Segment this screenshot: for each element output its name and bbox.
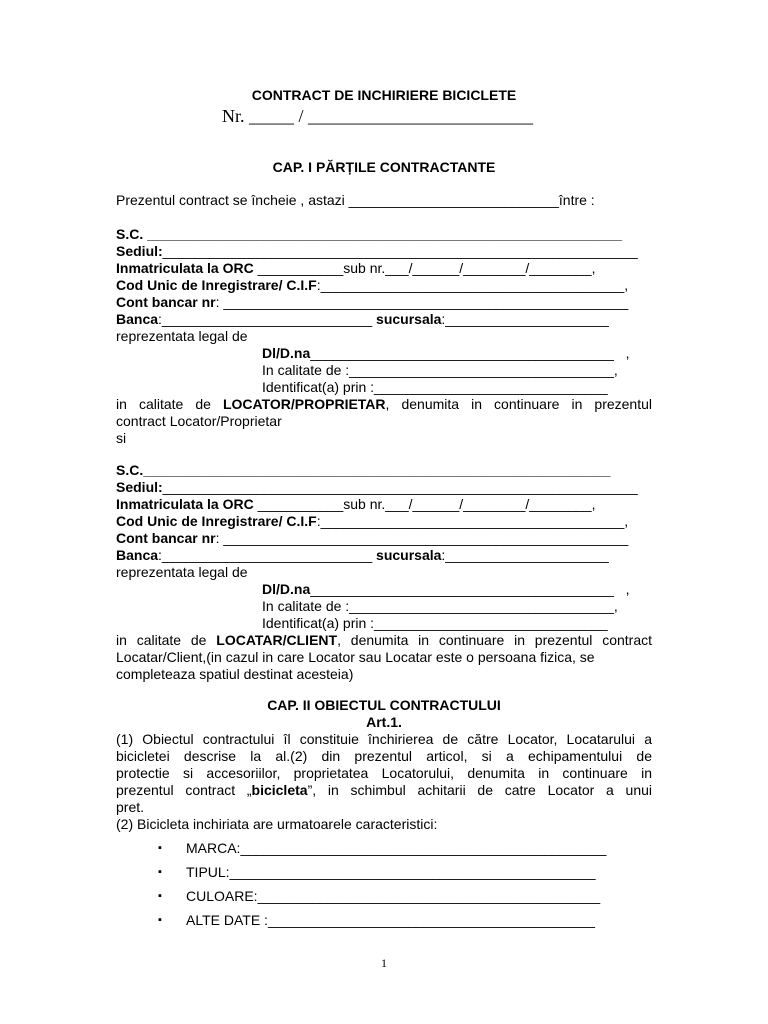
art1-p2: (2) Bicicleta inchiriata are urmatoarele caracteristici: xyxy=(116,816,438,832)
party1-role-pre: in calitate de xyxy=(116,396,223,412)
party1-identificat: Identificat(a) prin :______________________________ xyxy=(262,379,608,395)
party1-calitate: In calitate de :__________________________________, xyxy=(262,362,618,378)
party2-calitate: In calitate de :__________________________________, xyxy=(262,598,618,614)
contract-number: Nr. _____ / _________________________ xyxy=(222,106,534,126)
party1-cui xyxy=(116,277,652,294)
party1-orc-blank: ___________sub nr.___/______/________/________, xyxy=(253,260,596,276)
party1-banca-label: Banca xyxy=(116,311,159,327)
party2-role xyxy=(116,632,652,649)
party1-role-line2: contract Locator/Proprietar xyxy=(116,413,282,429)
party1-role xyxy=(116,396,652,413)
art1-p1-line2: bicicletei descrise la al.(2) din prezentul articol, si a echipamentului de xyxy=(116,748,652,764)
art1-p1-line3: protectie si accesoriilor, proprietatea Locatorului, denumita in continuare in xyxy=(116,765,652,781)
art1-p1-line4-pre: prezentul contract „ xyxy=(116,782,252,798)
party1-sediu xyxy=(116,243,652,260)
party1-dl xyxy=(262,345,652,362)
party1-rep: reprezentata legal de xyxy=(116,328,248,344)
bullet-marker: ▪ xyxy=(158,890,162,902)
party2-sediu-label: Sediul: xyxy=(116,479,163,495)
party2-banca-blank: :___________________________ xyxy=(158,547,377,563)
party2-sc: S.C.____________________________________________________________ xyxy=(116,462,611,478)
cap2-title: CAP. II OBIECTUL CONTRACTULUI xyxy=(267,697,501,713)
party1-dl-label: Dl/D.na xyxy=(262,345,311,361)
party2-dl xyxy=(262,581,652,598)
party2-cont-label: Cont bancar nr xyxy=(116,530,216,546)
page-number: 1 xyxy=(381,956,387,970)
party2-cui-blank: :_______________________________________, xyxy=(316,513,629,529)
party2-role-line3: completeaza spatiul destinat acesteia) xyxy=(116,666,354,682)
party2-orc-label: Inmatriculata la ORC xyxy=(116,496,254,512)
party1-cont-label: Cont bancar nr xyxy=(116,294,216,310)
characteristic-marca: MARCA:_______________________________________________ xyxy=(186,840,607,856)
bullet-marker: ▪ xyxy=(158,914,162,926)
party2-sediu xyxy=(116,479,652,496)
party1-banca xyxy=(116,311,652,328)
conjunction-si: si xyxy=(116,430,127,446)
party1-sucursala-label: sucursala xyxy=(376,311,442,327)
party2-cont-blank: : ____________________________________________________ xyxy=(215,530,629,546)
party1-cui-blank: :_______________________________________, xyxy=(316,277,629,293)
party2-role-post: , denumita in continuare in prezentul contract xyxy=(337,632,652,648)
party2-sucursala-label: sucursala xyxy=(376,547,442,563)
bullet-marker: ▪ xyxy=(158,866,162,878)
party2-role-name: LOCATAR/CLIENT xyxy=(216,632,338,648)
party1-sc: S.C. _____________________________________________________________ xyxy=(116,226,623,242)
party2-banca-label: Banca xyxy=(116,547,159,563)
party1-sucursala-blank: :_____________________ xyxy=(441,311,609,327)
party1-role-post: , denumita in continuare in prezentul xyxy=(385,396,652,412)
party2-identificat: Identificat(a) prin :______________________________ xyxy=(262,615,608,631)
art1-p1-line4-post: ”, in schimbul achitarii de catre Locator a unui xyxy=(307,782,652,798)
art1-p1-line5: pret. xyxy=(116,799,145,815)
intro-line: Prezentul contract se încheie , astazi ___________________________între : xyxy=(116,192,595,208)
party2-banca xyxy=(116,547,652,564)
party2-sediu-blank: _____________________________________________________________ xyxy=(162,479,638,495)
art1-p1-line1: (1) Obiectul contractului îl constituie închirierea de către Locator, Locatarului a xyxy=(116,731,652,747)
art1-p1-line4-bold: bicicleta xyxy=(251,782,308,798)
characteristic-alte-date: ALTE DATE :__________________________________________ xyxy=(186,912,595,928)
party2-cui xyxy=(116,513,652,530)
characteristic-tipul: TIPUL:_______________________________________________ xyxy=(186,864,596,880)
party2-role-line2: Locatar/Client,(in cazul in care Locator sau Locatar este o persoana fizica, se xyxy=(116,649,595,665)
party2-rep: reprezentata legal de xyxy=(116,564,248,580)
party2-dl-blank: _______________________________________ , xyxy=(310,581,630,597)
party1-sediu-label: Sediul: xyxy=(116,243,163,259)
contract-title: CONTRACT DE INCHIRIERE BICICLETE xyxy=(251,87,517,103)
party1-cont xyxy=(116,294,652,311)
party2-dl-label: Dl/D.na xyxy=(262,581,311,597)
party2-sucursala-blank: :_____________________ xyxy=(441,547,609,563)
cap1-title: CAP. I PĂRȚILE CONTRACTANTE xyxy=(272,159,496,175)
art1-p1-line4 xyxy=(116,782,652,799)
party1-dl-blank: _______________________________________ , xyxy=(310,345,630,361)
party2-cont xyxy=(116,530,652,547)
party2-role-pre: in calitate de xyxy=(116,632,217,648)
party1-cont-blank: : ____________________________________________________ xyxy=(215,294,629,310)
party1-cui-label: Cod Unic de Inregistrare/ C.I.F xyxy=(116,277,317,293)
party2-cui-label: Cod Unic de Inregistrare/ C.I.F xyxy=(116,513,317,529)
party1-orc-label: Inmatriculata la ORC xyxy=(116,260,254,276)
party1-sediu-blank: _____________________________________________________________ xyxy=(162,243,638,259)
party1-banca-blank: :___________________________ xyxy=(158,311,377,327)
party2-orc-blank: ___________sub nr.___/______/________/________, xyxy=(253,496,596,512)
characteristic-culoare: CULOARE:____________________________________________ xyxy=(186,888,601,904)
art1-heading: Art.1. xyxy=(366,714,402,730)
party1-role-name: LOCATOR/PROPRIETAR xyxy=(222,396,386,412)
bullet-marker: ▪ xyxy=(158,842,162,854)
party1-orc xyxy=(116,260,652,277)
party2-orc xyxy=(116,496,652,513)
